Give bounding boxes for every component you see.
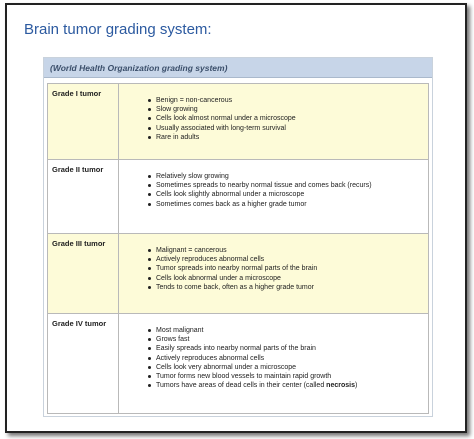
list-item <box>156 381 424 390</box>
grade-description <box>119 314 429 414</box>
list-item: Sometimes spreads to nearby normal tissue and comes back (recurs) <box>156 181 424 190</box>
grade-description <box>119 234 429 314</box>
list-item: Cells look very abnormal under a microscope <box>156 363 424 372</box>
list-item: Tumor forms new blood vessels to maintain rapid growth <box>156 372 424 381</box>
grade-label: Grade IV tumor <box>48 314 119 414</box>
list-item: Rare in adults <box>156 133 424 142</box>
list-item: Tends to come back, often as a higher grade tumor <box>156 283 424 292</box>
list-item: Cells look almost normal under a microscope <box>156 114 424 123</box>
table-row-grade-4 <box>48 314 429 414</box>
list-item: Cells look slightly abnormal under a microscope <box>156 190 424 199</box>
characteristics-list <box>147 246 424 292</box>
grade-description <box>119 160 429 234</box>
characteristics-list <box>147 326 424 390</box>
page-title: Brain tumor grading system: <box>24 21 212 38</box>
list-item: Actively reproduces abnormal cells <box>156 354 424 363</box>
grade-label: Grade I tumor <box>48 84 119 160</box>
list-item: Usually associated with long-term survival <box>156 124 424 133</box>
table-row-grade-2 <box>48 160 429 234</box>
grading-table-panel <box>43 57 433 417</box>
table-header: (World Health Organization grading system) <box>44 58 432 78</box>
necrosis-term: necrosis <box>326 382 355 390</box>
grade-description <box>119 84 429 160</box>
characteristics-list <box>147 172 424 209</box>
list-item: Most malignant <box>156 326 424 335</box>
list-item: Actively reproduces abnormal cells <box>156 255 424 264</box>
list-item: Slow growing <box>156 105 424 114</box>
list-item: Easily spreads into nearby normal parts of the brain <box>156 344 424 353</box>
list-item: Grows fast <box>156 335 424 344</box>
list-item: Sometimes comes back as a higher grade tumor <box>156 200 424 209</box>
grade-label: Grade III tumor <box>48 234 119 314</box>
table-row-grade-1 <box>48 84 429 160</box>
list-item-text: Tumors have areas of dead cells in their center (called <box>156 382 327 390</box>
list-item: Benign = non-cancerous <box>156 96 424 105</box>
list-item: Tumor spreads into nearby normal parts of the brain <box>156 264 424 273</box>
image-frame <box>5 3 467 433</box>
grading-table <box>47 83 429 414</box>
characteristics-list <box>147 96 424 142</box>
list-item: Malignant = cancerous <box>156 246 424 255</box>
list-item-text: ) <box>354 382 358 390</box>
table-row-grade-3 <box>48 234 429 314</box>
list-item: Relatively slow growing <box>156 172 424 181</box>
grade-label: Grade II tumor <box>48 160 119 234</box>
list-item: Cells look abnormal under a microscope <box>156 274 424 283</box>
